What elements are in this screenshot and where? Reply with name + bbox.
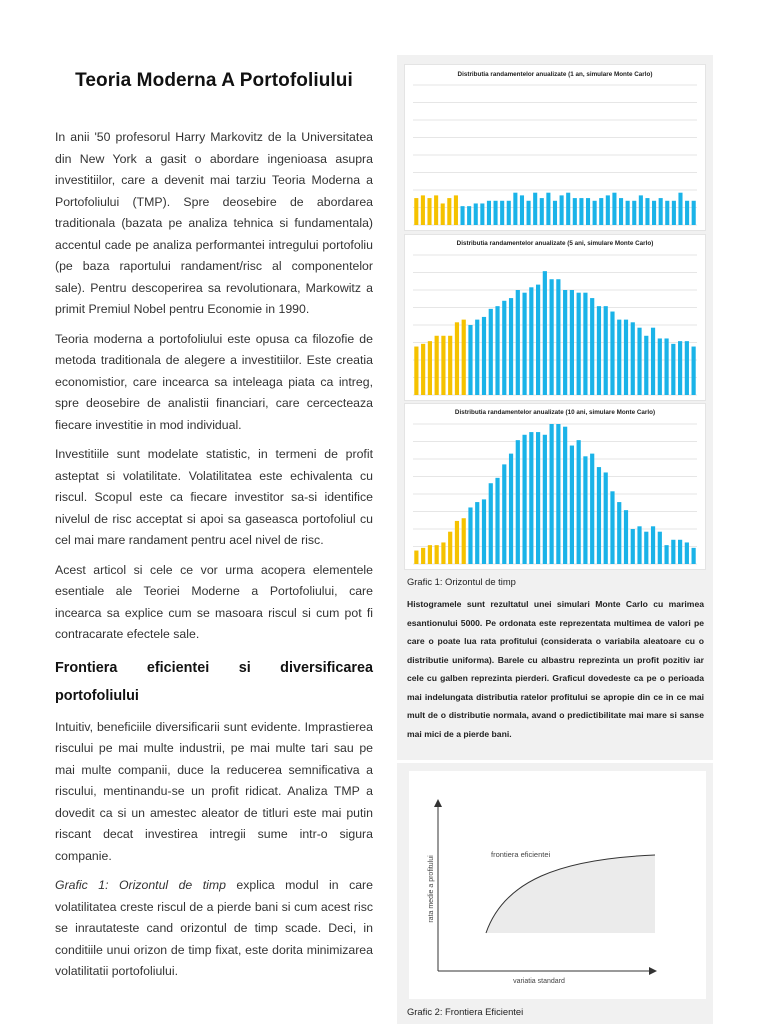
profit-bar (597, 306, 601, 395)
profit-bar (550, 424, 554, 564)
loss-bar (462, 518, 466, 564)
profit-bar (583, 293, 587, 395)
paragraph: Acest articol si cele ce vor urma acopera elementele esentiale ale Teoriei Moderne a Portofoliului, care incearca sa explice cum se masoara riscul si cum pot fi contracarate efectele sale. (55, 562, 373, 641)
histogram-1y-svg (405, 65, 705, 230)
frontier-chart (409, 771, 706, 999)
profit-bar (651, 526, 655, 564)
loss-bar (441, 336, 445, 395)
profit-bar (570, 446, 574, 564)
loss-bar (448, 532, 452, 564)
profit-bar (536, 432, 540, 564)
loss-bar (435, 545, 439, 564)
profit-bar (556, 424, 560, 564)
profit-bar (671, 540, 675, 564)
histogram-5y (404, 234, 706, 401)
profit-bar (507, 201, 511, 225)
profit-bar (475, 320, 479, 395)
profit-bar (529, 287, 533, 395)
histogram-10y-svg (405, 404, 705, 569)
profit-bar (626, 201, 630, 225)
profit-bar (487, 201, 491, 225)
frontier-svg (409, 771, 706, 999)
profit-bar (540, 198, 544, 225)
loss-bar (427, 198, 431, 225)
loss-bar (414, 347, 418, 395)
profit-bar (509, 298, 513, 395)
profit-bar (637, 328, 641, 395)
profit-bar (482, 317, 486, 395)
profit-bar (502, 301, 506, 395)
profit-bar (610, 491, 614, 564)
loss-bar (414, 551, 418, 564)
profit-bar (631, 322, 635, 395)
paragraph-text: explica modul in care volatilitatea creste riscul de a pierde bani si cum acest risc se inrautateste cand orizontul de timp scade. Deci, in conditiile unui orizon de timp fixat, este dorita minimizarea volatilitatii portofoliului. (55, 878, 373, 978)
profit-bar (560, 195, 564, 225)
profit-bar (475, 502, 479, 564)
chart-title: Distributia randamentelor anualizate (1 an, simulare Monte Carlo) (457, 71, 653, 78)
bars (414, 193, 695, 225)
profit-bar (658, 532, 662, 564)
loss-bar (428, 545, 432, 564)
loss-bar (454, 195, 458, 225)
profit-bar (520, 195, 524, 225)
profit-bar (509, 454, 513, 564)
profit-bar (553, 201, 557, 225)
profit-bar (522, 435, 526, 564)
profit-bar (590, 454, 594, 564)
profit-bar (619, 198, 623, 225)
profit-bar (685, 201, 689, 225)
profit-bar (529, 432, 533, 564)
chart-reference: Grafic 1: Orizontul de timp (55, 878, 226, 892)
frontier-annotation: frontiera eficientei (491, 850, 551, 859)
profit-bar (624, 320, 628, 395)
profit-bar (566, 193, 570, 225)
profit-bar (685, 542, 689, 564)
profit-bar (533, 193, 537, 225)
profit-bar (624, 510, 628, 564)
profit-bar (692, 548, 696, 564)
article-body (55, 127, 373, 991)
profit-bar (579, 198, 583, 225)
efficient-region (486, 855, 655, 933)
paragraph: In anii '50 profesorul Harry Markovitz de la Universitatea din New York a gasit o abordare ingenioasa asupra investitiilor, care a devenit mai tarziu Teoria Moderna a Portofoliului (TMP). Spre deosebire de abordarea traditionala (bazata pe analiza tehnica si fundamentala) accentul cade pe analiza performantei intregului portofoliu (pe baza raportului randament/risc al componentelor sale). Pentru descoperirea sa revolutionara, Markowitz a primit Premiul Nobel pentru Economie in 1990. (55, 130, 373, 316)
profit-bar (570, 290, 574, 395)
loss-bar (421, 195, 425, 225)
profit-bar (573, 198, 577, 225)
profit-bar (678, 540, 682, 564)
loss-bar (447, 198, 451, 225)
profit-bar (468, 325, 472, 395)
profit-bar (482, 499, 486, 564)
profit-bar (644, 532, 648, 564)
profit-bar (604, 306, 608, 395)
profit-bar (590, 298, 594, 395)
paragraph-last (55, 875, 373, 983)
profit-bar (494, 201, 498, 225)
profit-bar (500, 201, 504, 225)
chart1-caption: Histogramele sunt rezultatul unei simulari Monte Carlo cu marimea esantionului 5000. Pe ordonata este reprezentata multimea de valori pe care o poate lua rata profitului (considerata o variabila aleatoare cu o distributie uniforma). Barele cu albastru reprezinta un profit pozitiv iar cele cu galben reprezinta pierderi. Graficul dovedeste ca pe o perioada mai indelungata distributia ratelor profitului se apropie din ce in ce mai mult de o distributie normala, avand o predictibilitate mai mare si sanse mai mici de a pierde bani. (407, 599, 704, 739)
chart2-caption-title: Grafic 2: Frontiera Eficientei (407, 1006, 524, 1017)
loss-bar (448, 336, 452, 395)
profit-bar (617, 502, 621, 564)
profit-bar (672, 201, 676, 225)
histogram-10y (404, 403, 706, 570)
section-heading-line2: portofoliului (55, 687, 139, 704)
profit-bar (692, 201, 696, 225)
profit-bar (678, 341, 682, 395)
profit-bar (460, 206, 464, 225)
profit-bar (597, 467, 601, 564)
profit-bar (516, 290, 520, 395)
chart1-caption-title: Grafic 1: Orizontul de timp (407, 576, 516, 587)
profit-bar (665, 201, 669, 225)
histogram-5y-svg (405, 235, 705, 400)
profit-bar (489, 483, 493, 564)
loss-bar (441, 203, 445, 225)
profit-bar (495, 478, 499, 564)
profit-bar (563, 427, 567, 564)
section-heading (55, 654, 373, 710)
profit-bar (489, 309, 493, 395)
profit-bar (563, 290, 567, 395)
profit-bar (468, 507, 472, 564)
profit-bar (639, 195, 643, 225)
profit-bar (637, 526, 641, 564)
sidebar-panel (397, 55, 713, 760)
loss-bar (428, 341, 432, 395)
profit-bar (645, 198, 649, 225)
profit-bar (593, 201, 597, 225)
profit-bar (632, 201, 636, 225)
profit-bar (546, 193, 550, 225)
profit-bar (664, 545, 668, 564)
profit-bar (606, 195, 610, 225)
profit-bar (651, 328, 655, 395)
profit-bar (644, 336, 648, 395)
loss-bar (455, 521, 459, 564)
profit-bar (577, 293, 581, 395)
profit-bar (536, 285, 540, 395)
loss-bar (455, 322, 459, 395)
profit-bar (480, 203, 484, 225)
frontier-panel (397, 763, 713, 1024)
profit-bar (502, 464, 506, 564)
loss-bar (421, 344, 425, 395)
profit-bar (543, 435, 547, 564)
profit-bar (467, 206, 471, 225)
paragraph: Intuitiv, beneficiile diversificarii sunt evidente. Imprastierea riscului pe mai multe industrii, pe mai multe tari sau pe mai multe companii, duce la reducerea semnificativa a riscului, mentinandu-se un profit ridicat. Analiza TMP a dovedit ca si un amestec aleator de titluri este mai putin riscant decat investirea intregii sume intr-o sigura companie. (55, 719, 373, 863)
profit-bar (586, 198, 590, 225)
article-title: Teoria Moderna A Portofoliului (75, 70, 353, 91)
profit-bar (474, 203, 478, 225)
profit-bar (610, 312, 614, 395)
profit-bar (659, 198, 663, 225)
loss-bar (414, 198, 418, 225)
profit-bar (617, 320, 621, 395)
profit-bar (527, 201, 531, 225)
profit-bar (543, 271, 547, 395)
loss-bar (421, 548, 425, 564)
profit-bar (692, 347, 696, 395)
loss-bar (462, 320, 466, 395)
x-axis-label: variatia standard (513, 978, 565, 985)
profit-bar (658, 338, 662, 395)
profit-bar (604, 472, 608, 564)
profit-bar (556, 279, 560, 395)
loss-bar (435, 336, 439, 395)
y-axis-arrow-icon (434, 799, 442, 807)
profit-bar (516, 440, 520, 564)
profit-bar (631, 529, 635, 564)
profit-bar (678, 193, 682, 225)
paragraph: Investitiile sunt modelate statistic, in termeni de profit asteptat si volatilitate. Volatilitatea este echivalenta cu riscul. Scopul este ca fiecare investitor sa-si identifice nivelul de risc acceptat si apoi sa gaseasca portofoliul cu cel mai mare randament pentru acel nivel de risc. (55, 447, 373, 547)
y-axis-label: rata medie a profitului (428, 855, 435, 923)
profit-bar (495, 306, 499, 395)
profit-bar (513, 193, 517, 225)
loss-bar (434, 195, 438, 225)
section-heading-line1: Frontiera eficientei si diversificarea (55, 659, 373, 676)
profit-bar (583, 456, 587, 564)
profit-bar (612, 193, 616, 225)
profit-bar (671, 344, 675, 395)
profit-bar (522, 293, 526, 395)
profit-bar (685, 341, 689, 395)
profit-bar (652, 201, 656, 225)
chart-title: Distributia randamentelor anualizate (10 ani, simulare Monte Carlo) (454, 409, 656, 416)
profit-bar (550, 279, 554, 395)
paragraph: Teoria moderna a portofoliului este opusa ca filozofie de metoda traditionala de alegere a investitiilor. Este creatia economistior, care incearca sa inteleaga piata ca intreg, spre deosebire de analistii financiari, care cercecteaza fiecare investitie in mod individual. (55, 331, 373, 432)
profit-bar (664, 338, 668, 395)
profit-bar (577, 440, 581, 564)
chart-title: Distributia randamentelor anualizate (5 ani, simulare Monte Carlo) (456, 240, 654, 247)
loss-bar (441, 542, 445, 564)
profit-bar (599, 198, 603, 225)
x-axis-arrow-icon (649, 967, 657, 975)
histogram-1y (404, 64, 706, 231)
